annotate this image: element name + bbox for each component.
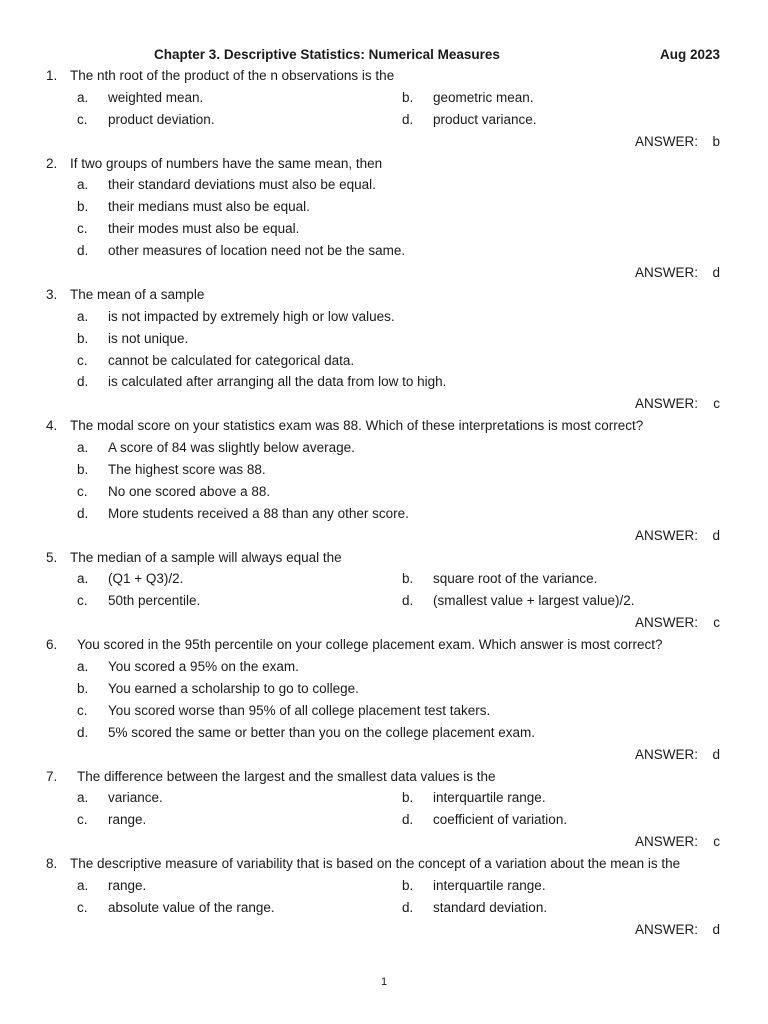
option-letter: c. [77,111,88,127]
option-text: The highest score was 88. [108,462,266,478]
answer-value: c [713,615,720,631]
question-number: 1. [46,68,58,83]
question-number: 8. [46,856,58,872]
question-text: You scored in the 95th percentile on your college placement exam. Which answer is most correct? [77,637,663,653]
option-text: range. [108,877,147,893]
question-text: The descriptive measure of variability that is based on the concept of a variation about the mean is the [70,856,681,872]
answer-value: c [713,834,720,850]
option-text: (Q1 + Q3)/2. [108,571,184,587]
option-letter: d. [402,111,414,127]
option-row [0,109,768,131]
question-stem [0,547,768,569]
option-text: More students received a 88 than any other score. [108,505,409,521]
option-row [0,196,768,218]
option-text: You scored worse than 95% of all college placement test takers. [108,702,491,718]
answer-value: c [713,396,720,412]
option-letter: b. [77,680,89,696]
option-letter: d. [77,243,89,259]
option-letter: b. [77,462,89,478]
question-text: The median of a sample will always equal the [70,549,342,565]
option-text: cannot be calculated for categorical data. [108,352,355,368]
option-letter: b. [402,877,414,893]
option-letter: a. [77,571,89,587]
option-letter: c. [77,812,88,828]
question-text: The mean of a sample [70,286,205,302]
option-letter: d. [402,593,414,609]
option-letter: b. [402,89,414,105]
option-text: No one scored above a 88. [108,483,271,499]
question-number: 4. [46,418,58,434]
option-text: A score of 84 was slightly below average. [108,440,355,456]
question-number: 2. [46,155,58,171]
answer-line [0,744,768,766]
option-letter: a. [77,89,89,105]
option-letter: b. [77,330,89,346]
option-row [0,218,768,240]
answer-line [0,831,768,853]
option-row [0,350,768,372]
question-number: 3. [46,286,58,302]
question-stem [0,65,768,87]
answer-line [0,262,768,284]
question-number: 6. [46,637,58,653]
option-letter: d. [402,812,414,828]
option-row [0,328,768,350]
option-letter: d. [77,505,89,521]
option-letter: d. [402,899,414,915]
option-row [0,240,768,262]
option-text: other measures of location need not be the same. [108,243,406,259]
option-letter: a. [77,177,89,193]
question-stem [0,853,768,875]
answer-label: ANSWER: [634,746,698,762]
option-row [0,371,768,393]
answer-label: ANSWER: [634,265,698,281]
question-stem [0,415,768,437]
question-text: The modal score on your statistics exam was 88. Which of these interpretations is most correct? [70,418,644,434]
option-letter: c. [77,352,88,368]
option-text: You scored a 95% on the exam. [108,659,299,675]
option-text: square root of the variance. [433,571,598,587]
option-letter: a. [77,659,89,675]
option-text: absolute value of the range. [108,899,275,915]
option-row [0,87,768,109]
answer-label: ANSWER: [634,133,698,149]
question-number: 7. [46,768,58,784]
option-row [0,722,768,744]
option-row [0,459,768,481]
answer-line [0,131,768,153]
option-text: 5% scored the same or better than you on the college placement exam. [108,724,535,740]
question-stem [0,634,768,656]
option-text: (smallest value + largest value)/2. [433,593,635,609]
option-row [0,437,768,459]
option-row [0,503,768,525]
question-stem [0,766,768,788]
option-text: is not impacted by extremely high or low values. [108,308,395,324]
option-letter: a. [77,440,89,456]
answer-value: d [712,527,720,543]
option-letter: b. [77,199,89,215]
question-stem [0,153,768,175]
option-letter: a. [77,308,89,324]
option-row [0,787,768,809]
option-text: is not unique. [108,330,189,346]
option-letter: c. [77,899,88,915]
option-letter: c. [77,593,88,609]
option-letter: c. [77,221,88,237]
option-text: their modes must also be equal. [108,221,300,237]
answer-value: d [712,921,720,937]
option-text: standard deviation. [433,899,548,915]
question-text: The difference between the largest and the smallest data values is the [77,768,496,784]
option-row [0,174,768,196]
answer-line [0,525,768,547]
answer-line [0,393,768,415]
option-text: weighted mean. [108,89,204,105]
answer-value: d [712,746,720,762]
answer-label: ANSWER: [634,396,698,412]
answer-line [0,919,768,941]
answer-line [0,612,768,634]
answer-label: ANSWER: [634,615,698,631]
option-row [0,897,768,919]
option-letter: b. [402,571,414,587]
document-date: Aug 2023 [659,47,720,62]
answer-label: ANSWER: [634,921,698,937]
option-row [0,678,768,700]
question-list [0,65,768,941]
option-row [0,590,768,612]
option-text: 50th percentile. [108,593,201,609]
option-row [0,656,768,678]
option-letter: a. [77,877,89,893]
option-text: coefficient of variation. [433,812,568,828]
option-text: their medians must also be equal. [108,199,310,215]
option-row [0,481,768,503]
option-letter: c. [77,702,88,718]
option-text: interquartile range. [433,877,546,893]
option-text: You earned a scholarship to go to college. [108,680,359,696]
option-text: their standard deviations must also be equal. [108,177,376,193]
option-row [0,306,768,328]
option-text: variance. [108,790,163,806]
answer-value: d [712,265,720,281]
question-text: If two groups of numbers have the same mean, then [70,155,383,171]
option-letter: c. [77,483,88,499]
option-row [0,568,768,590]
option-letter: a. [77,790,89,806]
question-stem [0,284,768,306]
option-text: range. [108,812,147,828]
page-number: 1 [380,976,388,988]
chapter-title: Chapter 3. Descriptive Statistics: Numerical Measures [154,47,500,62]
option-letter: b. [402,790,414,806]
option-letter: d. [77,374,89,390]
option-text: interquartile range. [433,790,546,806]
answer-label: ANSWER: [634,834,698,850]
option-text: geometric mean. [433,89,534,105]
question-number: 5. [46,549,58,565]
option-text: product variance. [433,111,537,127]
option-text: product deviation. [108,111,215,127]
option-letter: d. [77,724,89,740]
option-text: is calculated after arranging all the data from low to high. [108,374,447,390]
option-row [0,875,768,897]
option-row [0,700,768,722]
answer-value: b [712,133,720,149]
answer-label: ANSWER: [634,527,698,543]
option-row [0,809,768,831]
question-text: The nth root of the product of the n observations is the [70,68,395,83]
